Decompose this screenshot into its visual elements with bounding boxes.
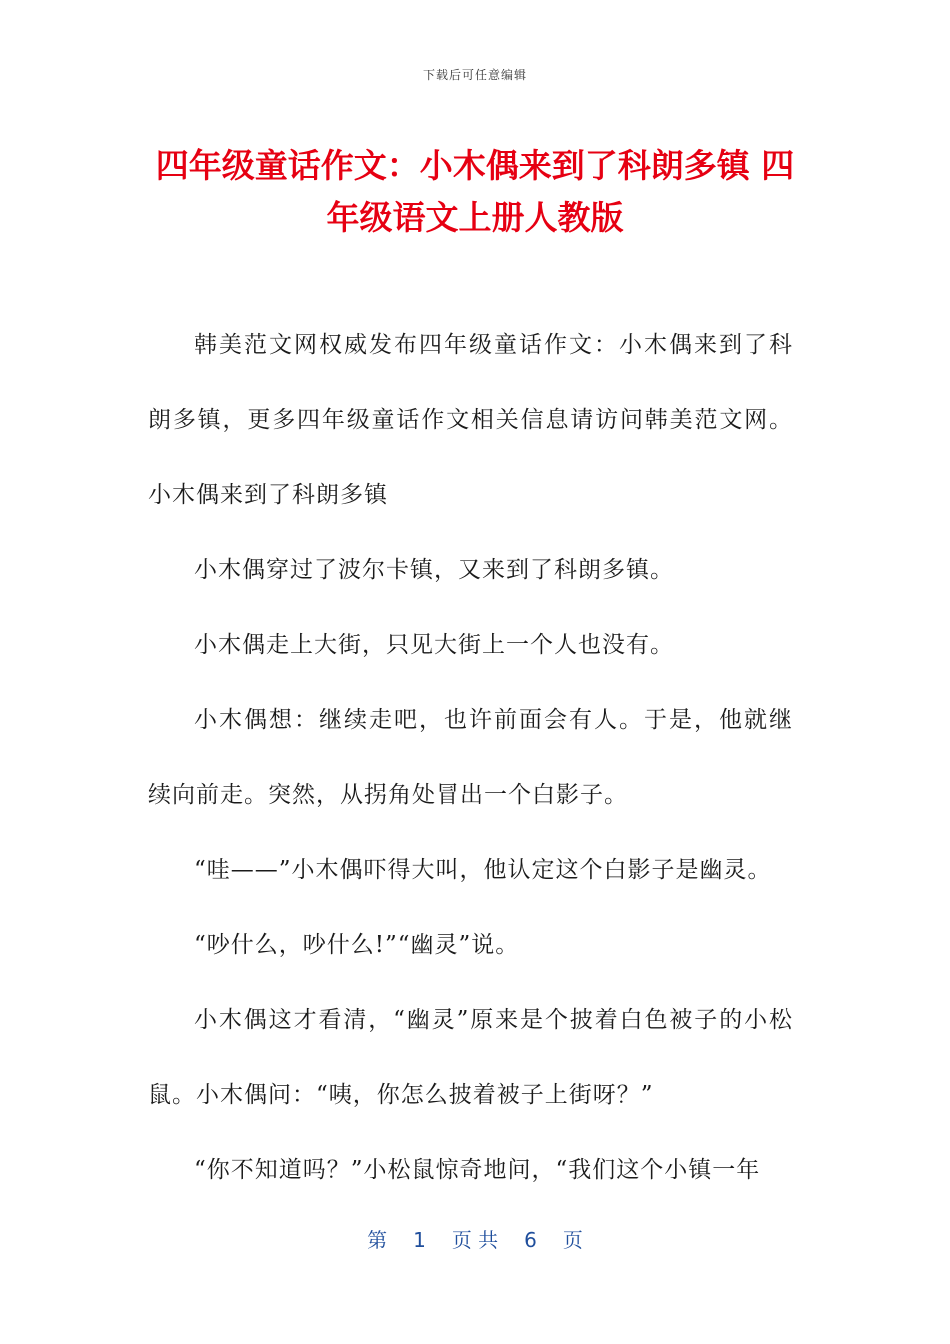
total-pages-number: 6	[524, 1228, 537, 1252]
paragraph: 小木偶这才看清，“幽灵”原来是个披着白色被子的小松鼠。小木偶问：“咦，你怎么披着被子上街呀？”	[148, 1007, 793, 1108]
paragraph: 小木偶穿过了波尔卡镇，又来到了科朗多镇。	[194, 557, 674, 583]
header-note: 下载后可任意编辑	[422, 68, 527, 82]
paragraph: 小木偶走上大街，只见大街上一个人也没有。	[194, 632, 674, 658]
document-title: 四年级童话作文：小木偶来到了科朗多镇 四年级语文上册人教版	[155, 146, 795, 237]
footer-middle: 页 共	[451, 1228, 499, 1252]
current-page-number: 1	[413, 1228, 426, 1252]
document-body	[148, 308, 793, 1208]
paragraph: “你不知道吗？”小松鼠惊奇地问，“我们这个小镇一年	[194, 1157, 761, 1183]
paragraph: 韩美范文网权威发布四年级童话作文：小木偶来到了科朗多镇，更多四年级童话作文相关信息请访问韩美范文网。小木偶来到了科朗多镇	[148, 332, 793, 508]
footer-prefix: 第	[367, 1228, 388, 1252]
page-footer	[0, 1224, 950, 1253]
paragraph: “吵什么，吵什么!”“幽灵”说。	[194, 932, 520, 958]
paragraph: 小木偶想：继续走吧，也许前面会有人。于是，他就继续向前走。突然，从拐角处冒出一个白影子。	[148, 707, 793, 808]
footer-suffix: 页	[562, 1228, 583, 1252]
paragraph: “哇——”小木偶吓得大叫，他认定这个白影子是幽灵。	[194, 857, 772, 883]
